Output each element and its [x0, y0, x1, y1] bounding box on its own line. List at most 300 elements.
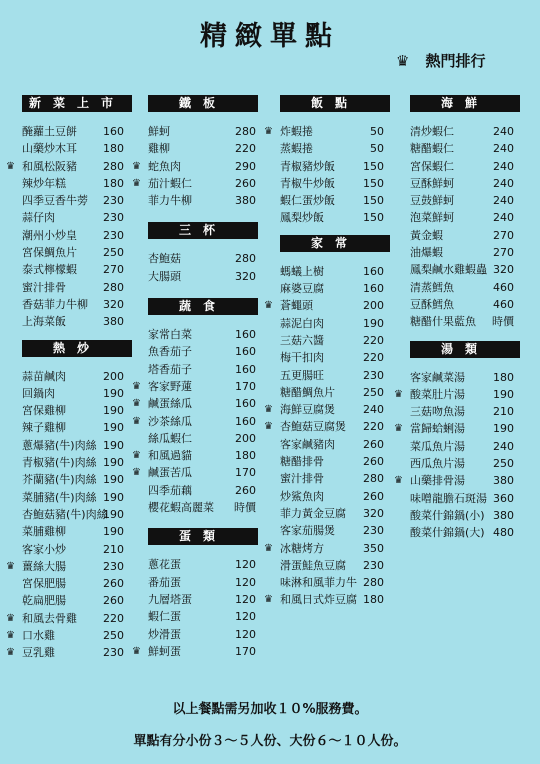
- menu-item-price: 460: [493, 280, 514, 294]
- service-charge-note: 以上餐點需另加收１０%服務費。: [172, 702, 368, 717]
- menu-item-price: 190: [493, 422, 514, 436]
- menu-item-name: 五更腸旺: [280, 368, 324, 382]
- menu-item-list: [264, 263, 390, 609]
- menu-item-name: 雞柳: [148, 142, 170, 156]
- menu-item: [264, 401, 390, 418]
- menu-item-price: 230: [363, 558, 384, 572]
- menu-item-name: 豆酥鱈魚: [410, 297, 454, 311]
- menu-item-list: [148, 250, 258, 285]
- menu-item-name: 菜瓜魚片湯: [410, 439, 465, 453]
- menu-item-name: 客家小炒: [22, 542, 66, 556]
- menu-item-price: 480: [493, 526, 514, 540]
- menu-item-name: 薑絲大腸: [22, 559, 66, 573]
- menu-item-price: 180: [235, 449, 256, 463]
- menu-item-price: 190: [103, 525, 124, 539]
- menu-item: [280, 192, 390, 209]
- menu-item-price: 190: [103, 473, 124, 487]
- section-header: 蛋類: [148, 528, 258, 545]
- menu-item-price: 時價: [492, 315, 514, 329]
- crown-icon: ♛: [264, 421, 273, 433]
- menu-item-name: 香菇菲力牛柳: [22, 297, 88, 311]
- menu-item-price: 280: [235, 125, 256, 138]
- menu-item-list: [6, 368, 132, 662]
- menu-item-name: 清蒸鱈魚: [410, 280, 454, 294]
- menu-item-name: 客家鹹豬肉: [280, 437, 335, 451]
- section-tanglei: [394, 341, 520, 542]
- crown-icon: ♛: [264, 404, 273, 416]
- menu-item: [22, 209, 132, 226]
- menu-item-price: 160: [103, 125, 124, 138]
- menu-item-price: 200: [363, 299, 384, 313]
- crown-icon: ♛: [6, 647, 15, 659]
- menu-item-list: [394, 369, 520, 542]
- menu-item: [280, 367, 390, 384]
- menu-item-list: [132, 123, 258, 209]
- column-4: [394, 95, 520, 542]
- menu-item-price: 240: [493, 176, 514, 190]
- menu-item-name: 滑蛋鮭魚豆腐: [280, 558, 346, 572]
- menu-item-price: 160: [235, 397, 256, 411]
- menu-item-price: 120: [235, 575, 256, 589]
- menu-item-name: 蝦仁蛋: [148, 610, 181, 624]
- menu-item: [148, 250, 258, 267]
- menu-item-price: 230: [103, 211, 124, 225]
- menu-item-price: 260: [363, 489, 384, 503]
- crown-icon: ♛: [132, 450, 141, 462]
- menu-item-price: 220: [363, 420, 384, 434]
- menu-item-price: 250: [103, 629, 124, 643]
- section-sanbei: [148, 222, 258, 285]
- menu-item-name: 辣炒年糕: [22, 176, 66, 190]
- menu-item-name: 鹹蛋苦瓜: [148, 466, 192, 480]
- menu-item-price: 190: [103, 421, 124, 435]
- crown-icon: ♛: [132, 415, 141, 427]
- menu-item: [410, 158, 520, 175]
- menu-item-name: 麻婆豆腐: [280, 282, 324, 296]
- menu-item-name: 泡菜鮮蚵: [410, 211, 454, 225]
- menu-item: [22, 279, 132, 296]
- menu-item-price: 260: [235, 483, 256, 497]
- menu-item: [280, 557, 390, 574]
- menu-item-price: 180: [493, 370, 514, 384]
- menu-item: [280, 470, 390, 487]
- crown-icon: ♛: [394, 423, 403, 435]
- menu-item: [264, 540, 390, 557]
- menu-item: [22, 402, 132, 419]
- menu-item: [410, 455, 520, 472]
- menu-item: [280, 280, 390, 297]
- menu-item-name: 蒸蝦捲: [280, 142, 313, 156]
- menu-item: [410, 296, 520, 313]
- menu-item-name: 當歸蛤蜊湯: [410, 422, 465, 436]
- section-header: 家常: [280, 235, 390, 252]
- menu-item: [264, 591, 390, 608]
- menu-item-price: 240: [493, 125, 514, 138]
- menu-item-price: 240: [493, 142, 514, 156]
- menu-item-name: 和風去骨雞: [22, 611, 77, 625]
- menu-item: [280, 158, 390, 175]
- menu-item-name: 青椒牛炒飯: [280, 176, 335, 190]
- menu-item-price: 160: [363, 282, 384, 296]
- menu-item-name: 海鮮豆腐煲: [280, 403, 335, 417]
- menu-item: [148, 608, 258, 625]
- menu-item: [280, 574, 390, 591]
- menu-item-price: 160: [235, 362, 256, 376]
- menu-item-price: 120: [235, 627, 256, 641]
- menu-item-price: 160: [235, 414, 256, 428]
- menu-item-name: 豆酥鮮蚵: [410, 176, 454, 190]
- crown-icon: ♛: [132, 467, 141, 479]
- menu-item-name: 魚香茄子: [148, 345, 192, 359]
- menu-item: [280, 436, 390, 453]
- menu-item: [280, 505, 390, 522]
- menu-item-name: 油爆蝦: [410, 246, 443, 260]
- menu-item-name: 醃蘿土豆餅: [22, 125, 77, 138]
- menu-item-name: 黃金蝦: [410, 228, 443, 242]
- menu-item: [410, 244, 520, 261]
- menu-item-price: 230: [103, 646, 124, 660]
- menu-item: [280, 349, 390, 366]
- menu-item-price: 270: [493, 228, 514, 242]
- menu-item-price: 50: [370, 142, 384, 156]
- menu-item: [410, 192, 520, 209]
- menu-item: [22, 437, 132, 454]
- menu-item-price: 160: [363, 264, 384, 278]
- menu-item-name: 乾扁肥腸: [22, 594, 66, 608]
- menu-item-name: 蔥爆豬(牛)肉絲: [22, 438, 97, 452]
- menu-item-name: 大腸頭: [148, 269, 181, 283]
- menu-item: [410, 261, 520, 278]
- crown-icon: ♛: [132, 160, 141, 172]
- crown-icon: ♛: [6, 630, 15, 642]
- section-header: 三杯: [148, 222, 258, 239]
- menu-item: [22, 489, 132, 506]
- menu-item-price: 270: [103, 263, 124, 277]
- menu-item-name: 潮州小炒皇: [22, 228, 77, 242]
- menu-item-name: 絲瓜蝦仁: [148, 431, 192, 445]
- crown-icon: ♛: [6, 612, 15, 624]
- menu-item-name: 西瓜魚片湯: [410, 457, 465, 471]
- menu-item-name: 辣子雞柳: [22, 421, 66, 435]
- menu-item-name: 梅干扣肉: [280, 351, 324, 365]
- menu-item-name: 蔥花蛋: [148, 558, 181, 572]
- crown-icon: ♛: [6, 560, 15, 572]
- menu-item-price: 190: [103, 507, 124, 521]
- menu-item-name: 和風日式炸豆腐: [280, 593, 357, 607]
- section-fandian: [264, 95, 390, 227]
- menu-item: [22, 385, 132, 402]
- section-header: 飯點: [280, 95, 390, 112]
- menu-item: [410, 490, 520, 507]
- menu-item-name: 酸菜什錦鍋(大): [410, 526, 485, 540]
- menu-item-name: 上海菜飯: [22, 315, 66, 329]
- menu-item-price: 280: [363, 472, 384, 486]
- menu-item-price: 260: [103, 594, 124, 608]
- menu-item: [410, 313, 520, 330]
- section-header: 海鮮: [410, 95, 520, 112]
- menu-item: [148, 192, 258, 209]
- menu-item: [264, 418, 390, 435]
- menu-item: [22, 454, 132, 471]
- menu-item-name: 菲力牛柳: [148, 194, 192, 208]
- menu-item: [22, 313, 132, 330]
- menu-item-name: 杏鮑菇豬(牛)肉絲: [22, 507, 108, 521]
- menu-item: [410, 123, 520, 140]
- menu-item: [22, 575, 132, 592]
- menu-item: [132, 413, 258, 430]
- menu-item-name: 蜜汁排骨: [22, 280, 66, 294]
- hot-ranking-text: 熱門排行: [425, 52, 486, 70]
- menu-item: [280, 453, 390, 470]
- menu-item-name: 沙茶絲瓜: [148, 414, 192, 428]
- menu-item-name: 三菇六醬: [280, 333, 324, 347]
- menu-item-price: 220: [235, 142, 256, 156]
- menu-item-price: 240: [493, 211, 514, 225]
- menu-item: [148, 343, 258, 360]
- menu-item: [280, 522, 390, 539]
- menu-item-price: 190: [103, 456, 124, 470]
- menu-item-price: 250: [103, 246, 124, 260]
- menu-item: [6, 610, 132, 627]
- menu-item-name: 山藥排骨湯: [410, 474, 465, 488]
- crown-icon: ♛: [394, 475, 403, 487]
- menu-item-price: 320: [493, 263, 514, 277]
- menu-item: [280, 209, 390, 226]
- menu-item: [280, 384, 390, 401]
- menu-item-price: 160: [235, 328, 256, 342]
- menu-item: [148, 268, 258, 285]
- menu-item-price: 230: [103, 194, 124, 208]
- menu-item: [148, 556, 258, 573]
- menu-item-price: 320: [103, 297, 124, 311]
- menu-item: [148, 626, 258, 643]
- crown-icon: ♛: [264, 542, 273, 554]
- menu-item: [410, 140, 520, 157]
- menu-item: [22, 506, 132, 523]
- column-3: [264, 95, 390, 609]
- menu-item-price: 150: [363, 159, 384, 173]
- menu-item-name: 青椒豬炒飯: [280, 159, 335, 173]
- page-title: 精緻單點: [200, 21, 340, 52]
- menu-item-name: 豆鼓鮮蚵: [410, 194, 454, 208]
- menu-item-name: 口水雞: [22, 629, 55, 643]
- menu-item-price: 190: [363, 316, 384, 330]
- menu-item-name: 糖醋什果藍魚: [410, 315, 476, 329]
- menu-item-price: 190: [103, 438, 124, 452]
- menu-item: [280, 175, 390, 192]
- menu-item-name: 蒜苗鹹肉: [22, 369, 66, 383]
- menu-item-name: 杏鮑菇: [148, 252, 181, 266]
- menu-item-price: 380: [493, 508, 514, 522]
- menu-item-price: 220: [363, 351, 384, 365]
- menu-item: [148, 123, 258, 140]
- section-header: 熱炒: [22, 340, 132, 357]
- menu-item: [394, 386, 520, 403]
- menu-item: [6, 158, 132, 175]
- menu-item-name: 番茄蛋: [148, 575, 181, 589]
- menu-item: [148, 326, 258, 343]
- menu-item-price: 380: [493, 474, 514, 488]
- menu-item: [22, 192, 132, 209]
- menu-item-name: 炸蝦捲: [280, 125, 313, 138]
- menu-item-price: 210: [493, 405, 514, 419]
- menu-item-price: 290: [235, 159, 256, 173]
- menu-item: [148, 140, 258, 157]
- section-haixian: [410, 95, 520, 331]
- menu-item-price: 240: [493, 439, 514, 453]
- menu-item-list: [264, 123, 390, 227]
- menu-item: [148, 482, 258, 499]
- menu-item: [148, 430, 258, 447]
- menu-item: [132, 395, 258, 412]
- menu-item: [264, 123, 390, 140]
- menu-item-price: 230: [363, 368, 384, 382]
- crown-icon: ♛: [132, 645, 141, 657]
- menu-item-name: 蝦仁蛋炒飯: [280, 194, 335, 208]
- menu-item: [22, 140, 132, 157]
- menu-item-name: 清炒蝦仁: [410, 125, 454, 138]
- menu-item: [22, 419, 132, 436]
- menu-item-price: 270: [493, 246, 514, 260]
- menu-item-name: 菲力黃金豆腐: [280, 506, 346, 520]
- menu-item-price: 170: [235, 379, 256, 393]
- menu-item-price: 150: [363, 211, 384, 225]
- menu-item-price: 180: [103, 142, 124, 156]
- menu-item: [22, 175, 132, 192]
- menu-item: [132, 378, 258, 395]
- menu-item-price: 260: [363, 437, 384, 451]
- menu-item-price: 190: [103, 490, 124, 504]
- menu-item: [132, 175, 258, 192]
- menu-item: [410, 175, 520, 192]
- menu-item-name: 冰糖烤方: [280, 541, 324, 555]
- menu-item-name: 宮保鯛魚片: [22, 246, 77, 260]
- menu-item: [132, 158, 258, 175]
- menu-item: [22, 227, 132, 244]
- crown-icon: ♛: [264, 594, 273, 606]
- menu-item: [22, 523, 132, 540]
- menu-item: [22, 244, 132, 261]
- menu-item-price: 320: [363, 506, 384, 520]
- menu-item: [22, 471, 132, 488]
- menu-item-name: 宮保雞柳: [22, 404, 66, 418]
- menu-item-name: 糖醋鯛魚片: [280, 385, 335, 399]
- menu-item-list: [6, 123, 132, 331]
- menu-item-price: 180: [363, 593, 384, 607]
- menu-item-price: 280: [235, 252, 256, 266]
- column-1: [6, 95, 132, 662]
- menu-item-name: 鳳梨炒飯: [280, 211, 324, 225]
- menu-item: [132, 464, 258, 481]
- menu-item: [280, 332, 390, 349]
- menu-item: [22, 368, 132, 385]
- menu-item-price: 200: [103, 369, 124, 383]
- menu-item-price: 180: [103, 176, 124, 190]
- menu-item-name: 鹹蛋絲瓜: [148, 397, 192, 411]
- menu-item-price: 250: [493, 457, 514, 471]
- menu-item: [22, 261, 132, 278]
- menu-item-name: 茄汁蝦仁: [148, 176, 192, 190]
- menu-item: [410, 507, 520, 524]
- menu-item-name: 蛇魚肉: [148, 159, 181, 173]
- crown-icon: ♛: [6, 160, 15, 172]
- menu-item-name: 芥蘭豬(牛)肉絲: [22, 473, 97, 487]
- menu-item: [6, 558, 132, 575]
- menu-item-price: 190: [103, 404, 124, 418]
- crown-icon: ♛: [396, 52, 410, 70]
- menu-item-name: 家常白菜: [148, 328, 192, 342]
- menu-item-price: 230: [103, 228, 124, 242]
- section-rechao: [6, 340, 132, 662]
- menu-item-price: 120: [235, 558, 256, 572]
- menu-item-name: 杏鮑菇豆腐煲: [280, 420, 346, 434]
- menu-item-price: 120: [235, 610, 256, 624]
- menu-item-list: [410, 123, 520, 331]
- menu-item-name: 酸菜什錦鍋(小): [410, 508, 485, 522]
- menu-item: [410, 403, 520, 420]
- menu-item: [148, 591, 258, 608]
- menu-item-name: 宮保蝦仁: [410, 159, 454, 173]
- menu-item: [264, 297, 390, 314]
- menu-item: [22, 123, 132, 140]
- menu-item-price: 280: [363, 576, 384, 590]
- menu-item-price: 380: [235, 194, 256, 208]
- menu-item-name: 豆乳雞: [22, 646, 55, 660]
- menu-item-name: 蒜仔肉: [22, 211, 55, 225]
- menu-item: [410, 438, 520, 455]
- menu-item-name: 四季茄藕: [148, 483, 192, 497]
- column-2: [132, 95, 258, 660]
- menu-item-price: 280: [103, 159, 124, 173]
- menu-item-name: 菜脯豬(牛)肉絲: [22, 490, 97, 504]
- menu-item-price: 260: [103, 577, 124, 591]
- menu-item: [410, 369, 520, 386]
- menu-item-name: 蒼蠅頭: [280, 299, 313, 313]
- portion-size-note: 單點有分小份３～５人份、大份６～１０人份。: [133, 734, 407, 749]
- menu-item-price: 320: [235, 269, 256, 283]
- section-header: 蔬食: [148, 298, 258, 315]
- menu-item-name: 味噌龍膽石斑湯: [410, 491, 487, 505]
- menu-item: [148, 361, 258, 378]
- menu-item-price: 240: [493, 194, 514, 208]
- menu-item-price: 280: [103, 280, 124, 294]
- menu-item: [280, 263, 390, 280]
- section-header: 鐵板: [148, 95, 258, 112]
- menu-item-price: 240: [493, 159, 514, 173]
- menu-item-price: 50: [370, 125, 384, 138]
- menu-item-name: 鳳梨鹹水雞蝦蟲: [410, 263, 487, 277]
- menu-item: [410, 524, 520, 541]
- menu-item-price: 350: [363, 541, 384, 555]
- menu-item: [148, 574, 258, 591]
- section-shucai: [132, 298, 258, 516]
- menu-item: [410, 209, 520, 226]
- menu-item-name: 山藥炒木耳: [22, 142, 77, 156]
- menu-item-name: 酸菜肚片湯: [410, 387, 465, 401]
- menu-item: [148, 499, 258, 516]
- menu-item: [132, 643, 258, 660]
- menu-item-price: 380: [103, 315, 124, 329]
- menu-item-price: 220: [103, 611, 124, 625]
- menu-item-price: 150: [363, 176, 384, 190]
- crown-icon: ♛: [132, 177, 141, 189]
- menu-item: [280, 140, 390, 157]
- menu-item-price: 230: [103, 559, 124, 573]
- section-jiachang: [264, 235, 390, 609]
- menu-item-name: 糖醋蝦仁: [410, 142, 454, 156]
- menu-item-price: 230: [363, 524, 384, 538]
- menu-item-name: 炒滑蛋: [148, 627, 181, 641]
